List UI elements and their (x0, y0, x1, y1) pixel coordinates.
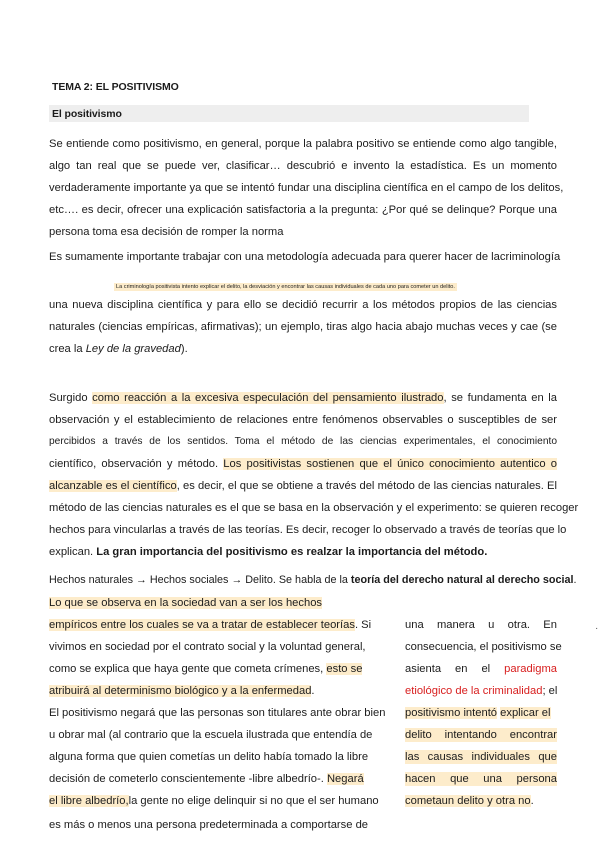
left-line-7: u obrar mal (al contrario que la escuela ilustrada que entendía de (49, 729, 373, 741)
highlight: como reacción a la excesiva especulación del pensamiento ilustrado (92, 392, 444, 404)
right-line-9: cometaun delito y otra no. (405, 795, 534, 807)
para1-line-1: Se entiende como positivismo, en general, porque la palabra positivo se entiende como algo tangible, (49, 138, 557, 150)
arrow-right-icon: → (136, 574, 147, 586)
right-line-6 (405, 728, 557, 742)
highlight: las causas individuales que (405, 751, 557, 763)
left-line-9: decisión de cometerlo conscientemente -libre albedrío-. Negará (49, 773, 364, 785)
right-line-4: etiológico de la criminalidad; el (405, 685, 558, 697)
para2-line-1: Es sumamente importante trabajar con una metodología adecuada para querer hacer de lacriminología (49, 251, 561, 263)
highlight: Negará (326, 773, 364, 785)
para3-line-6: método de las ciencias naturales es el que se basa en la observación y el experimento: se quieren recoger (49, 502, 579, 514)
right-line-1: una manera u otra. En (405, 619, 557, 631)
arrow-right-icon: → (231, 574, 243, 586)
left-line-2: empíricos entre los cuales se va a tratar de establecer teorías. Si (49, 619, 372, 631)
left-line-5: atribuirá al determinismo biológico y a la enfermedad. (49, 685, 315, 697)
right-line-3: asienta en el paradigma (405, 663, 557, 675)
para3-line-1: Surgido como reacción a la excesiva especulación del pensamiento ilustrado, se fundamenta en la (49, 392, 557, 404)
left-line-3: vivimos en sociedad por el contrato social y la voluntad general, (49, 641, 366, 653)
right-line-8 (405, 772, 557, 786)
highlight: explicar el (500, 707, 551, 719)
para3-line-8: explican. La gran importancia del positivismo es realzar la importancia del método. (49, 546, 488, 558)
para3-line-3: percibidos a través de los sentidos. Toma el método de las ciencias experimentales, el conocimiento (49, 436, 557, 447)
highlight: esto se (326, 663, 363, 675)
para2-line-4: crea la Ley de la gravedad). (49, 343, 188, 355)
left-line-10: el libre albedrío,la gente no elige delinquir si no que el ser humano (49, 795, 379, 807)
para1-line-3: verdaderamente importante ya que se intentó fundar una disciplina científica en el campo de los delitos, (49, 182, 564, 194)
highlight: Lo que se observa en la sociedad van a ser los hechos (49, 597, 323, 609)
para3-line-4: científico, observación y método. Los positivistas sostienen que el único conocimiento autentico o (49, 458, 557, 470)
para3-line-7: hechos para vincularlas a través de las teorías. Es decir, recoger lo observado a través de teorías que lo (49, 524, 567, 536)
para3-line-5: alcanzable es el científico, es decir, el que se obtiene a través del método de las ciencias naturales. El (49, 480, 557, 492)
right-line-2: consecuencia, el positivismo se (405, 641, 562, 653)
highlight: delito intentando encontrar (405, 729, 557, 741)
highlight: positivismo intentó (405, 707, 498, 719)
para2-line-2: una nueva disciplina científica y para ello se decidió recurrir a los métodos propios de las ciencias (49, 299, 557, 311)
right-line-5 (405, 706, 551, 720)
page-title: TEMA 2: EL POSITIVISMO (52, 81, 179, 93)
left-line-4: como se explica que haya gente que cometa crímenes, esto se (49, 663, 363, 675)
margin-mark: · (595, 623, 599, 634)
highlight: Los positivistas sostienen que el único conocimiento autentico o (223, 458, 557, 470)
highlight: cometaun delito y otra no (405, 795, 531, 807)
highlight: empíricos entre los cuales se va a tratar de establecer teorías (49, 619, 355, 631)
para2-line-3: naturales (ciencias empíricas, afirmativas); un ejemplo, tiras algo hacia abajo muchas veces y cae (se (49, 321, 557, 333)
left-line-11: es más o menos una persona predeterminada a comportarse de (49, 819, 369, 831)
highlight: el libre albedrío, (49, 795, 129, 807)
para1-line-2: algo tan real que se puede ver, clasificar… descubrió e invento la estadística. Es un momento (49, 160, 557, 172)
para1-line-4: etc…. es decir, ofrecer una explicación satisfactoria a la pregunta: ¿Por qué se delinque? Porque una (49, 204, 557, 216)
chain-line: Hechos naturales → Hechos sociales → Delito. Se habla de la teoría del derecho natural al derecho social. (49, 574, 577, 586)
para1-line-5: persona toma esa decisión de romper la norma (49, 226, 284, 238)
highlight: atribuirá al determinismo biológico y a la enfermedad (49, 685, 312, 697)
para3-line-2: observación y el establecimiento de relaciones entre fenómenos observables o susceptibles de ser (49, 414, 557, 426)
margin-note: La criminología positivista intento explicar el delito, la desviación y encontrar las causas individuales de cada uno para cometer un delito. (116, 284, 455, 290)
highlight: hacen que una persona (405, 773, 557, 785)
highlight: alcanzable es el científico (49, 480, 177, 492)
left-line-8: alguna forma que quien cometías un delito había tomado la libre (49, 751, 369, 763)
section-title: El positivismo (52, 108, 122, 120)
right-line-7 (405, 750, 557, 764)
left-line-1 (49, 596, 322, 610)
left-line-6: El positivismo negará que las personas son titulares ante obrar bien (49, 707, 386, 719)
